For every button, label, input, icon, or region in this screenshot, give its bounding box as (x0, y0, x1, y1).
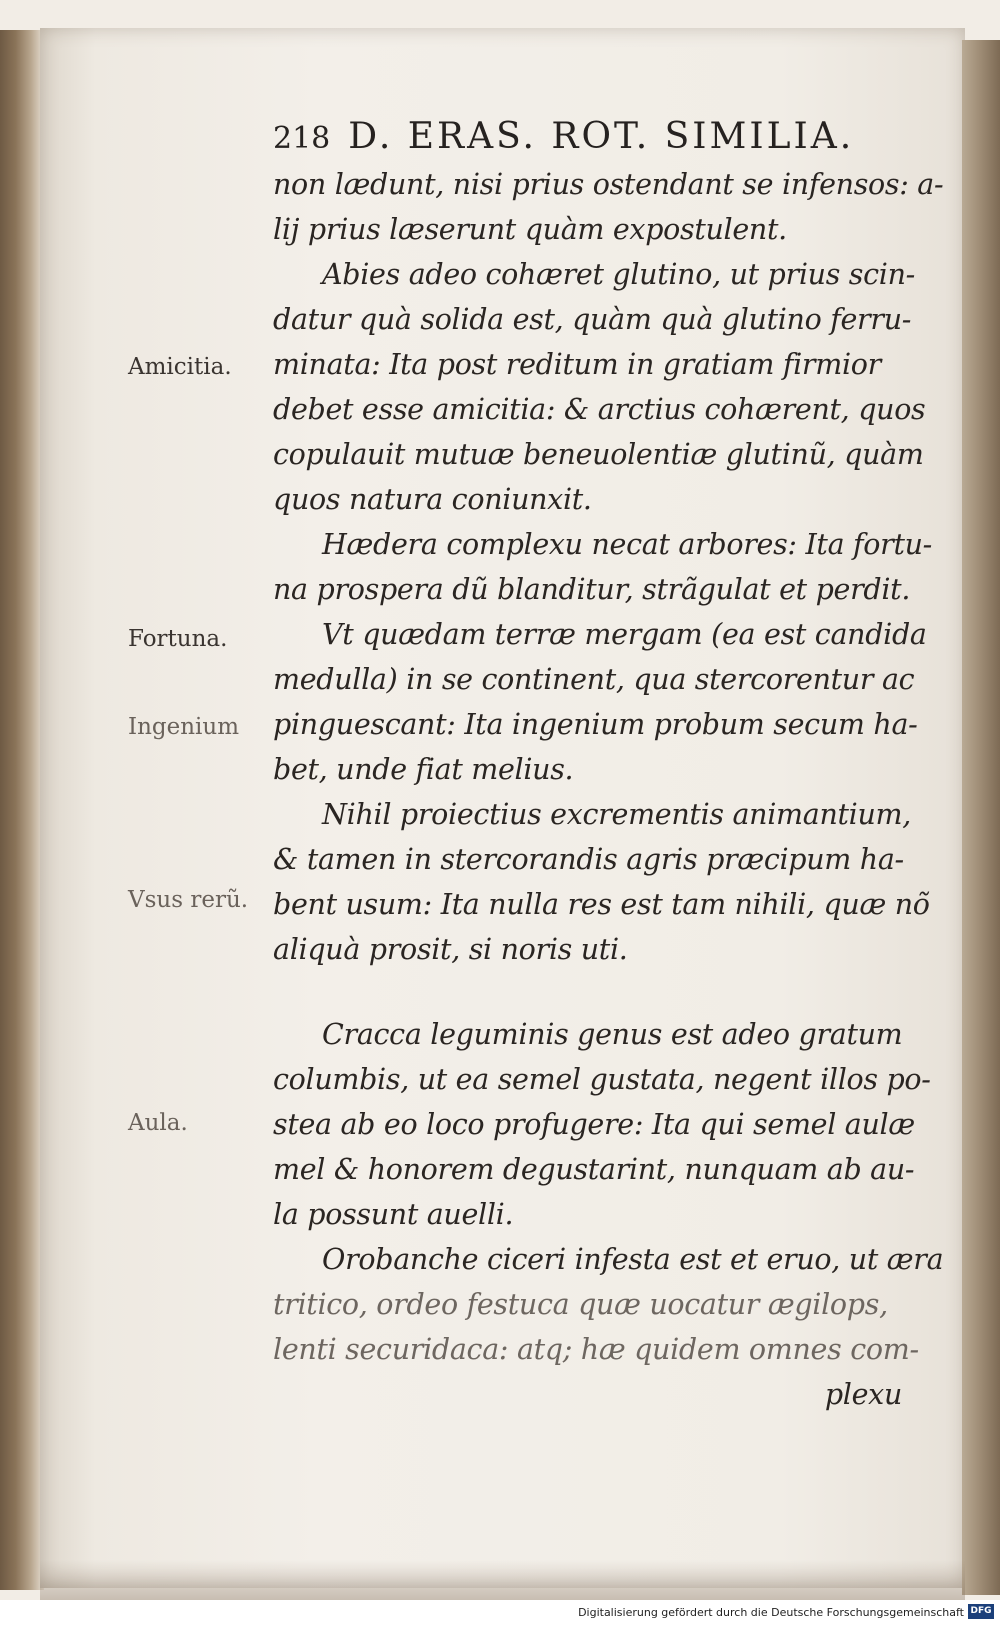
margin-note-amicitia: Amicitia. (128, 354, 232, 380)
text-line-6: debet esse amicitia: & arctius cohærent, quos (273, 393, 926, 426)
text-line-13: pinguescant: Ita ingenium probum secum ha- (273, 708, 918, 741)
text-line-14: bet, unde fiat melius. (273, 753, 574, 786)
text-line-22: mel & honorem degustarint, nunquam ab au- (273, 1153, 915, 1186)
running-title: D. ERAS. ROT. SIMILIA. (348, 116, 855, 157)
text-line-10: na prospera dũ blanditur, strãgulat et perdit. (273, 573, 911, 606)
margin-note-aula: Aula. (128, 1110, 188, 1136)
text-line-19: Cracca leguminis genus est adeo gratum (322, 1018, 903, 1051)
text-line-8: quos natura coniunxit. (273, 483, 592, 516)
text-line-18: aliquà prosit, si noris uti. (273, 933, 628, 966)
text-line-7: copulauit mutuæ beneuolentiæ glutinũ, quàm (273, 438, 924, 471)
text-line-25: tritico, ordeo festuca quæ uocatur ægilops, (273, 1288, 888, 1321)
text-line-21: stea ab eo loco profugere: Ita qui semel aulæ (273, 1108, 915, 1141)
text-line-4: datur quà solida est, quàm quà glutino ferru- (273, 303, 912, 336)
running-header (273, 116, 854, 157)
page-right-edge (962, 40, 1000, 1595)
text-line-12: medulla) in se continent, qua stercorentur ac (273, 663, 915, 696)
book-spine (0, 30, 44, 1590)
text-line-2: lij prius læserunt quàm expostulent. (273, 213, 787, 246)
digitization-credit: Digitalisierung gefördert durch die Deutsche Forschungsgemeinschaft (578, 1606, 964, 1619)
page-number: 218 (273, 121, 331, 156)
text-line-11: Vt quædam terræ mergam (ea est candida (322, 618, 927, 651)
page-bottom-shadow (40, 1560, 965, 1600)
text-line-26: lenti securidaca: atq; hæ quidem omnes com- (273, 1333, 919, 1366)
text-line-15: Nihil proiectius excrementis animantium, (322, 798, 912, 831)
text-line-3: Abies adeo cohæret glutino, ut prius scin- (322, 258, 915, 291)
text-line-1: non lædunt, nisi prius ostendant se infensos: a- (273, 168, 944, 201)
text-line-9: Hædera complexu necat arbores: Ita fortu- (322, 528, 932, 561)
text-line-23: la possunt auelli. (273, 1198, 514, 1231)
margin-note-usus: Vsus rerũ. (128, 887, 249, 913)
text-line-17: bent usum: Ita nulla res est tam nihili, quæ nõ (273, 888, 930, 921)
catchword: plexu (824, 1378, 902, 1411)
margin-note-fortuna: Fortuna. (128, 626, 228, 652)
text-line-5: minata: Ita post reditum in gratiam firmior (273, 348, 881, 381)
dfg-logo: DFG (968, 1604, 994, 1619)
text-line-16: & tamen in stercorandis agris præcipum ha- (273, 843, 904, 876)
text-line-20: columbis, ut ea semel gustata, negent illos po- (273, 1063, 931, 1096)
margin-note-ingenium: Ingenium (128, 714, 240, 740)
text-line-24: Orobanche ciceri infesta est et eruo, ut æra (322, 1243, 944, 1276)
